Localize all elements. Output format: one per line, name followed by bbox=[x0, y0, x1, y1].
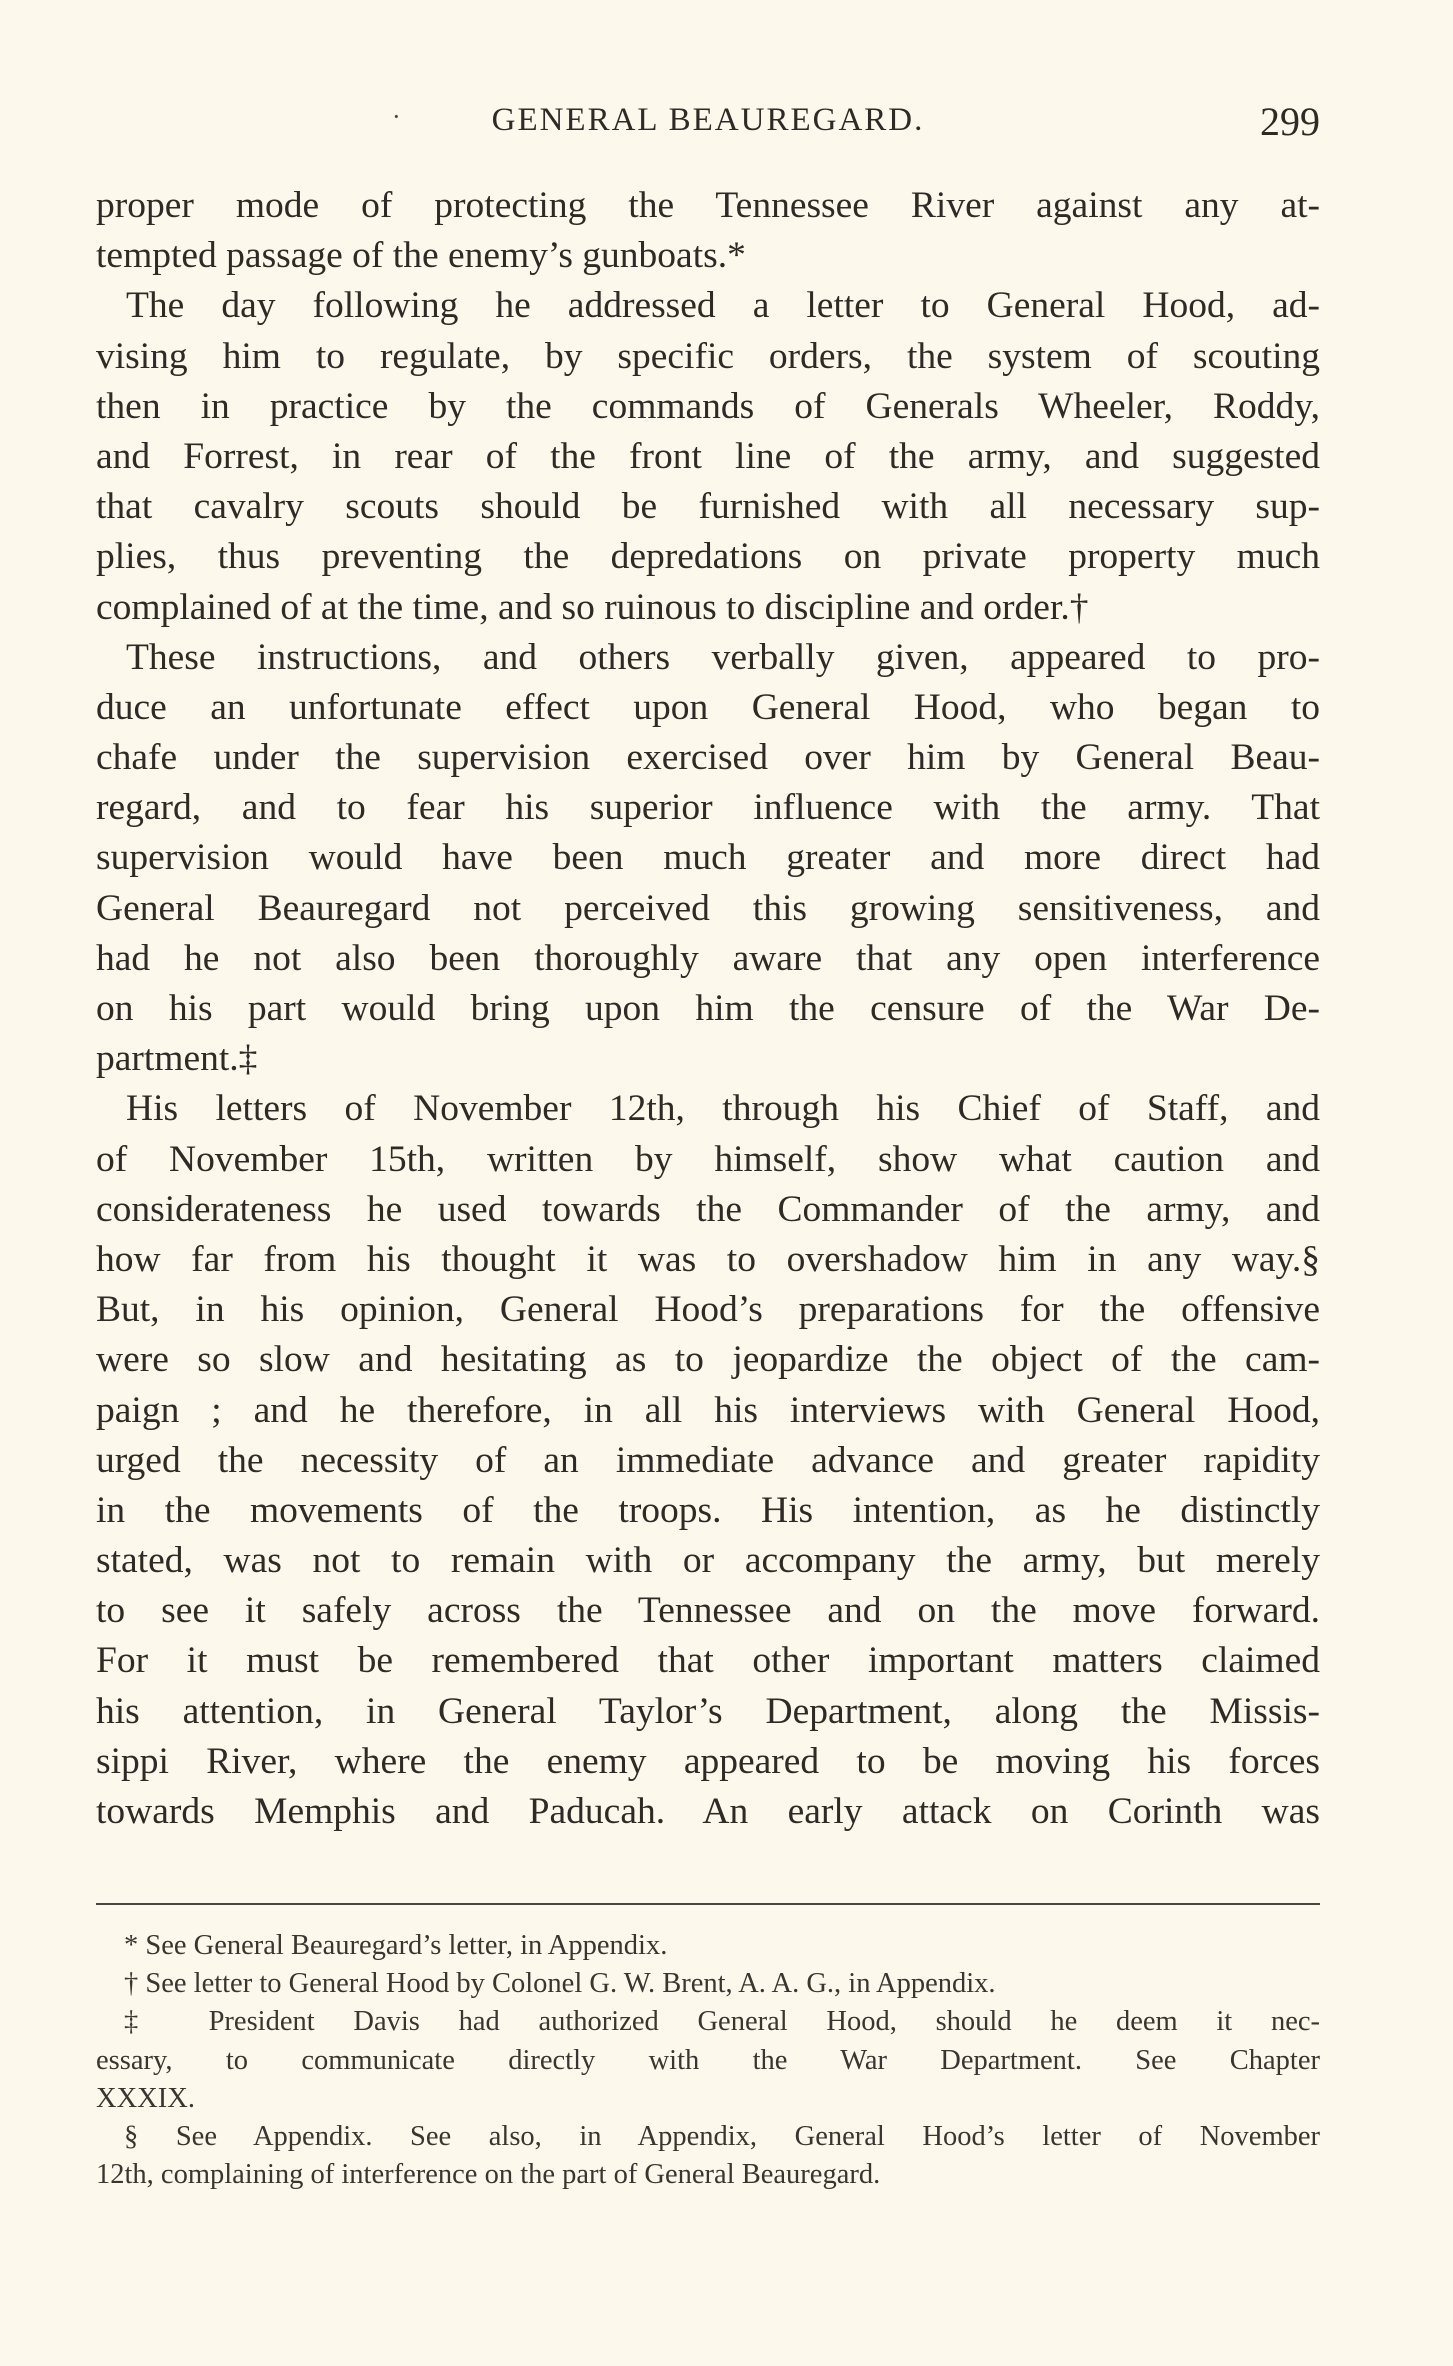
text-line: that cavalry scouts should be furnished with all necessary sup- bbox=[96, 486, 1320, 528]
text-line: paign ; and he therefore, in all his interviews with General Hood, bbox=[96, 1389, 1320, 1431]
body-text bbox=[96, 181, 1320, 1837]
text-line: urged the necessity of an immediate advance and greater rapidity bbox=[96, 1439, 1320, 1481]
footnote-line: * See General Beauregard’s letter, in Appendix. bbox=[124, 1930, 668, 1961]
footnotes bbox=[96, 1927, 1320, 2194]
text-line: on his part would bring upon him the censure of the War De- bbox=[96, 988, 1320, 1029]
text-line: stated, was not to remain with or accompany the army, but merely bbox=[96, 1540, 1320, 1582]
running-head-bullet: · bbox=[392, 102, 401, 131]
running-head-title: GENERAL BEAUREGARD. bbox=[491, 102, 925, 138]
footnote-line: ‡ President Davis had authorized General Hood, should he deem it nec- bbox=[124, 2006, 1320, 2038]
footnote-line: XXXIX. bbox=[96, 2082, 195, 2114]
text-line: The day following he addressed a letter to General Hood, ad- bbox=[126, 285, 1320, 327]
text-line: towards Memphis and Paducah. An early attack on Corinth was bbox=[96, 1791, 1320, 1832]
text-line: and Forrest, in rear of the front line of the army, and suggested bbox=[96, 435, 1320, 477]
text-line: in the movements of the troops. His intention, as he distinctly bbox=[96, 1489, 1320, 1531]
text-line: vising him to regulate, by specific orders, the system of scouting bbox=[96, 335, 1320, 377]
footnote-divider bbox=[96, 1903, 1320, 1905]
text-line: sippi River, where the enemy appeared to be moving his forces bbox=[96, 1740, 1320, 1782]
text-line: his attention, in General Taylor’s Department, along the Missis- bbox=[96, 1690, 1320, 1732]
page-number: 299 bbox=[1260, 99, 1320, 144]
text-line: plies, thus preventing the depredations on private property much bbox=[96, 536, 1320, 578]
text-line: supervision would have been much greater and more direct had bbox=[96, 837, 1320, 879]
text-line: of November 15th, written by himself, show what caution and bbox=[96, 1138, 1320, 1180]
text-line: complained of at the time, and so ruinous to discipline and order.† bbox=[96, 586, 1089, 628]
running-head bbox=[96, 94, 1320, 144]
text-line: duce an unfortunate effect upon General Hood, who began to bbox=[96, 686, 1320, 728]
text-line: chafe under the supervision exercised over him by General Beau- bbox=[96, 737, 1320, 779]
text-line: considerateness he used towards the Commander of the army, and bbox=[96, 1188, 1320, 1230]
text-line: His letters of November 12th, through his Chief of Staff, and bbox=[126, 1088, 1320, 1130]
text-line: General Beauregard not perceived this growing sensitiveness, and bbox=[96, 887, 1320, 929]
text-line: had he not also been thoroughly aware that any open interference bbox=[96, 937, 1320, 979]
text-line: how far from his thought it was to overshadow him in any way.§ bbox=[96, 1238, 1320, 1280]
text-line: tempted passage of the enemy’s gunboats.* bbox=[96, 235, 746, 277]
footnote-line: † See letter to General Hood by Colonel G. W. Brent, A. A. G., in Appendix. bbox=[124, 1968, 996, 2000]
text-line: For it must be remembered that other important matters claimed bbox=[96, 1640, 1320, 1682]
footnote-line: essary, to communicate directly with the War Department. See Chapter bbox=[96, 2044, 1320, 2076]
text-line: But, in his opinion, General Hood’s preparations for the offensive bbox=[96, 1289, 1320, 1331]
text-line: were so slow and hesitating as to jeopardize the object of the cam- bbox=[96, 1339, 1320, 1381]
text-line: partment.‡ bbox=[96, 1038, 258, 1080]
text-line: to see it safely across the Tennessee and on the move forward. bbox=[96, 1590, 1320, 1632]
footnote-line: 12th, complaining of interference on the part of General Beauregard. bbox=[96, 2159, 881, 2191]
text-line: then in practice by the commands of Generals Wheeler, Roddy, bbox=[96, 385, 1320, 427]
footnote-line: § See Appendix. See also, in Appendix, General Hood’s letter of November bbox=[124, 2120, 1320, 2152]
text-line: regard, and to fear his superior influence with the army. That bbox=[96, 787, 1320, 829]
text-line: These instructions, and others verbally given, appeared to pro- bbox=[126, 636, 1320, 678]
text-line: proper mode of protecting the Tennessee River against any at- bbox=[96, 185, 1320, 226]
